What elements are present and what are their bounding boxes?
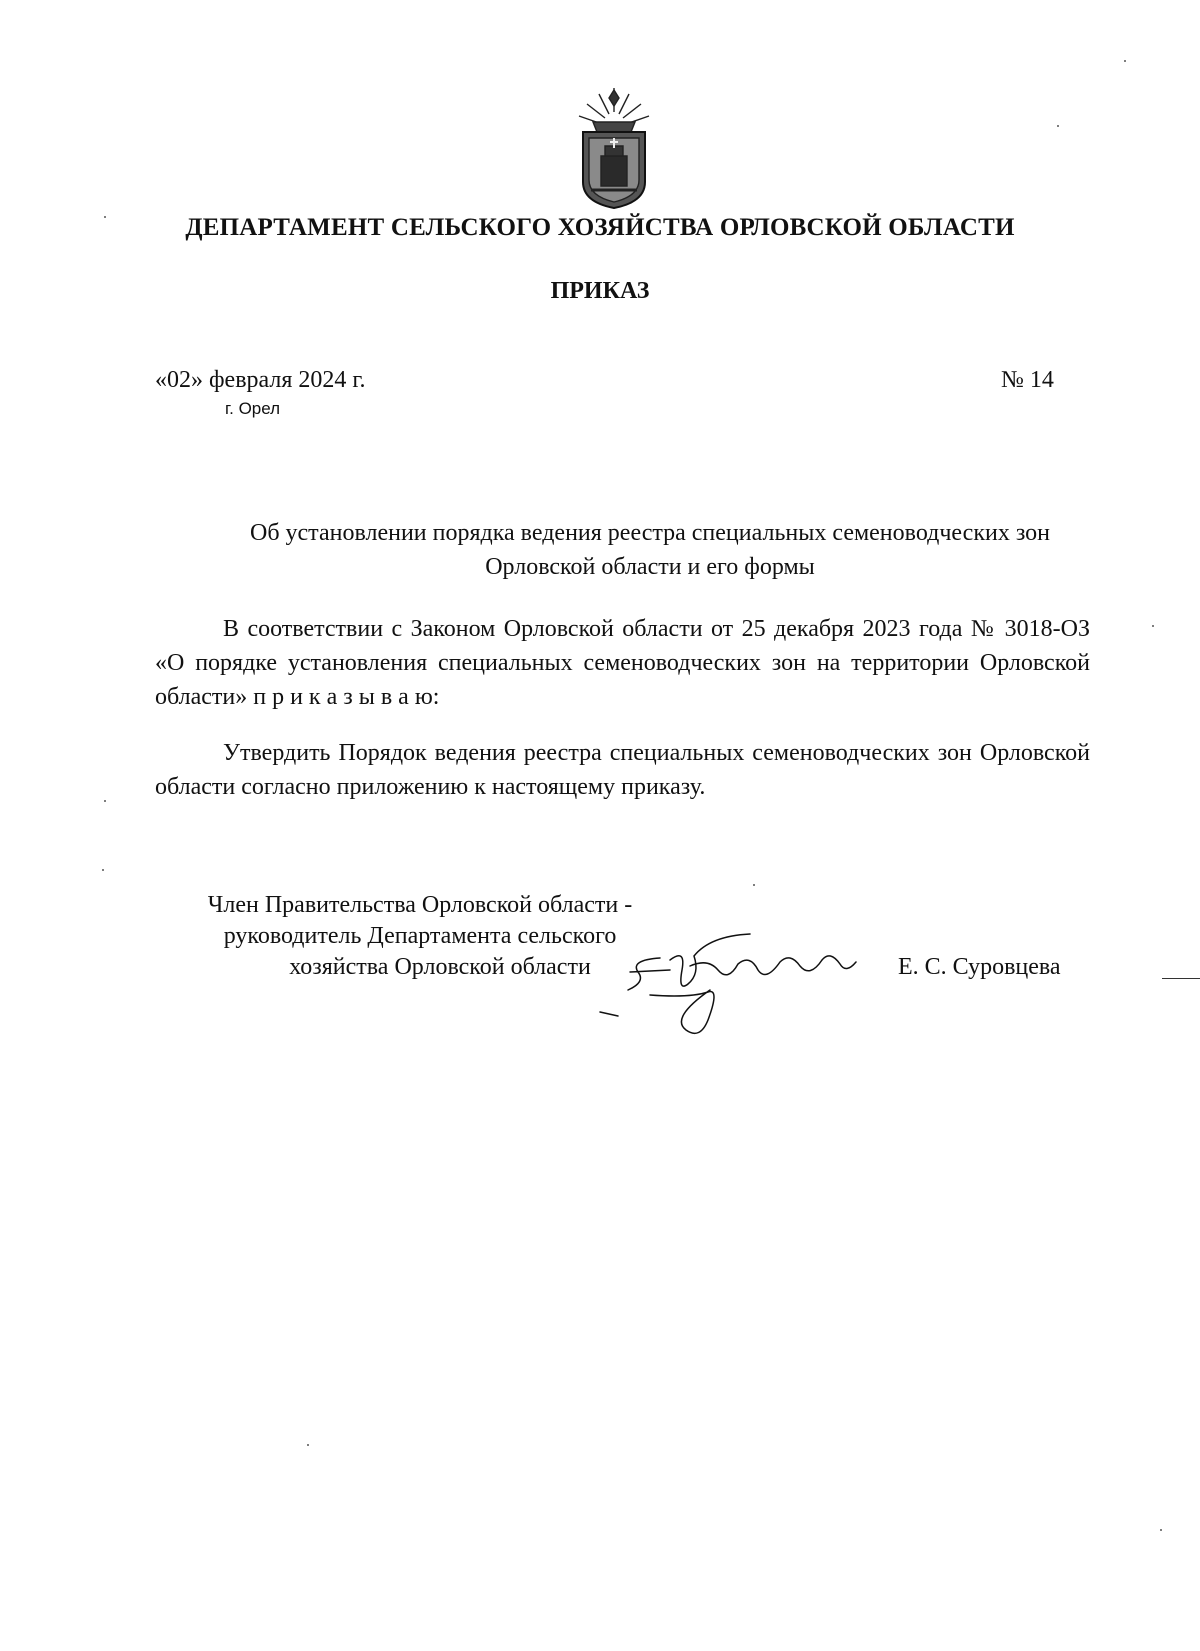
scan-speck: [1152, 625, 1154, 627]
order-city: г. Орел: [225, 399, 281, 418]
order-number: № 14: [1001, 367, 1054, 393]
preamble-paragraph: В соответствии с Законом Орловской области от 25 декабря 2023 года № 3018-ОЗ «О порядке установления специальных семеноводческих зон на территории Орловской области» п р и к а з ы в а ю:: [155, 616, 1090, 710]
coat-of-arms-icon: [569, 86, 659, 212]
signer-title-line: хозяйства Орловской области: [289, 954, 591, 980]
department-header: ДЕПАРТАМЕНТ СЕЛЬСКОГО ХОЗЯЙСТВА ОРЛОВСКОЙ ОБЛАСТИ: [185, 214, 1015, 241]
document-type-title: ПРИКАЗ: [550, 278, 650, 304]
order-subject: Об установлении порядка ведения реестра специальных семеноводческих зон Орловской области и его формы: [249, 520, 1050, 580]
scan-speck: [1057, 125, 1059, 127]
scan-speck: [102, 869, 104, 871]
signer-title-line: Член Правительства Орловской области -: [207, 892, 633, 918]
scan-speck: [753, 884, 755, 886]
scan-mark: [1162, 978, 1200, 979]
scan-speck: [1160, 1529, 1162, 1531]
decision-paragraph: Утвердить Порядок ведения реестра специальных семеноводческих зон Орловской области согласно приложению к настоящему приказу.: [155, 740, 1090, 800]
scan-speck: [1124, 60, 1126, 62]
signature-icon: [590, 900, 910, 1040]
signer-name: Е. С. Суровцева: [898, 954, 1061, 980]
order-date: «02» февраля 2024 г.: [155, 367, 366, 393]
scan-speck: [307, 1444, 309, 1446]
scan-speck: [104, 216, 106, 218]
signer-title-line: руководитель Департамента сельского: [223, 923, 617, 949]
scan-speck: [104, 800, 106, 802]
